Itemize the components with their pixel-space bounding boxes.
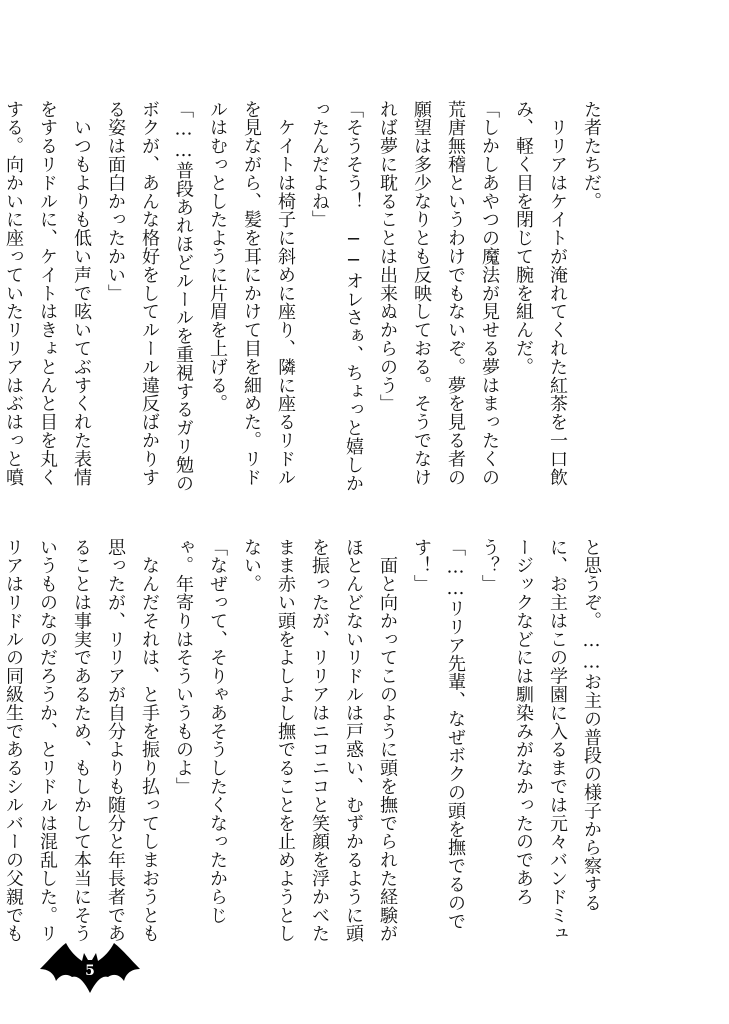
paragraph: リリアはケイトが淹れてくれた紅茶を一口飲み、軽く目を閉じて腕を組んだ。 <box>513 100 568 487</box>
paragraph: 「……リリア先輩、なぜボクの頭を撫でるのです！」 <box>411 538 466 931</box>
paragraph: なんだそれは、と手を振り払ってしまおうとも思ったが、リリアが自分よりも随分と年長者であることは事実であるため、もしかして本当にそういうものなのだろうか、とリドルは混乱した。リリアはリドルの同級生であるシルバーの父親でも <box>3 538 160 943</box>
paragraph: 面と向かってこのように頭を撫でられた経験がほとんどないリドルは戸惑い、むずかるように頭を振ったが、リリアはニコニコと笑顔を浮かべたまま赤い頭をよしよし撫でることを止めようとしない。 <box>241 538 398 943</box>
page-number: 5 <box>85 963 95 979</box>
paragraph: いつもよりも低い声で呟いてぶすくれた表情をするリドルに、ケイトはきょとんと目を丸くする。向かいに座っていたリリアはぶはっと噴 <box>3 100 92 487</box>
text-block-upper <box>3 100 608 500</box>
paragraph: 「……普段あれほどルールを重視するガリ勉のボクが、あんな格好をしてルール違反ばかりする姿は面白かったかい」 <box>105 100 194 493</box>
paragraph: と思うぞ。……お主の普段の様子から察するに、お主はこの学園に入るまでは元々バンドミュージックなどには馴染みがなかったのであろう？」 <box>479 538 602 943</box>
paragraph: ケイトは椅子に斜めに座り、隣に座るリドルを見ながら、髪を耳にかけて目を細めた。リドルはむっとしたように片眉を上げる。 <box>207 100 296 487</box>
text-block-lower <box>3 538 608 946</box>
paragraph: 「なぜって、そりゃあそうしたくなったからじゃ。年寄りはそういうものよ」 <box>173 538 228 925</box>
paragraph: 「そうそう！ ──オレさぁ、ちょっと嬉しかったんだよね」 <box>309 100 364 493</box>
paragraph: た者たちだ。 <box>581 100 602 211</box>
paragraph: 「しかしあやつの魔法が見せる夢はまったくの荒唐無稽というわけでもないぞ。夢を見る者の願望は多少なりとも反映しておる。そうでなければ夢に耽ることは出来ぬからのう」 <box>377 100 500 487</box>
